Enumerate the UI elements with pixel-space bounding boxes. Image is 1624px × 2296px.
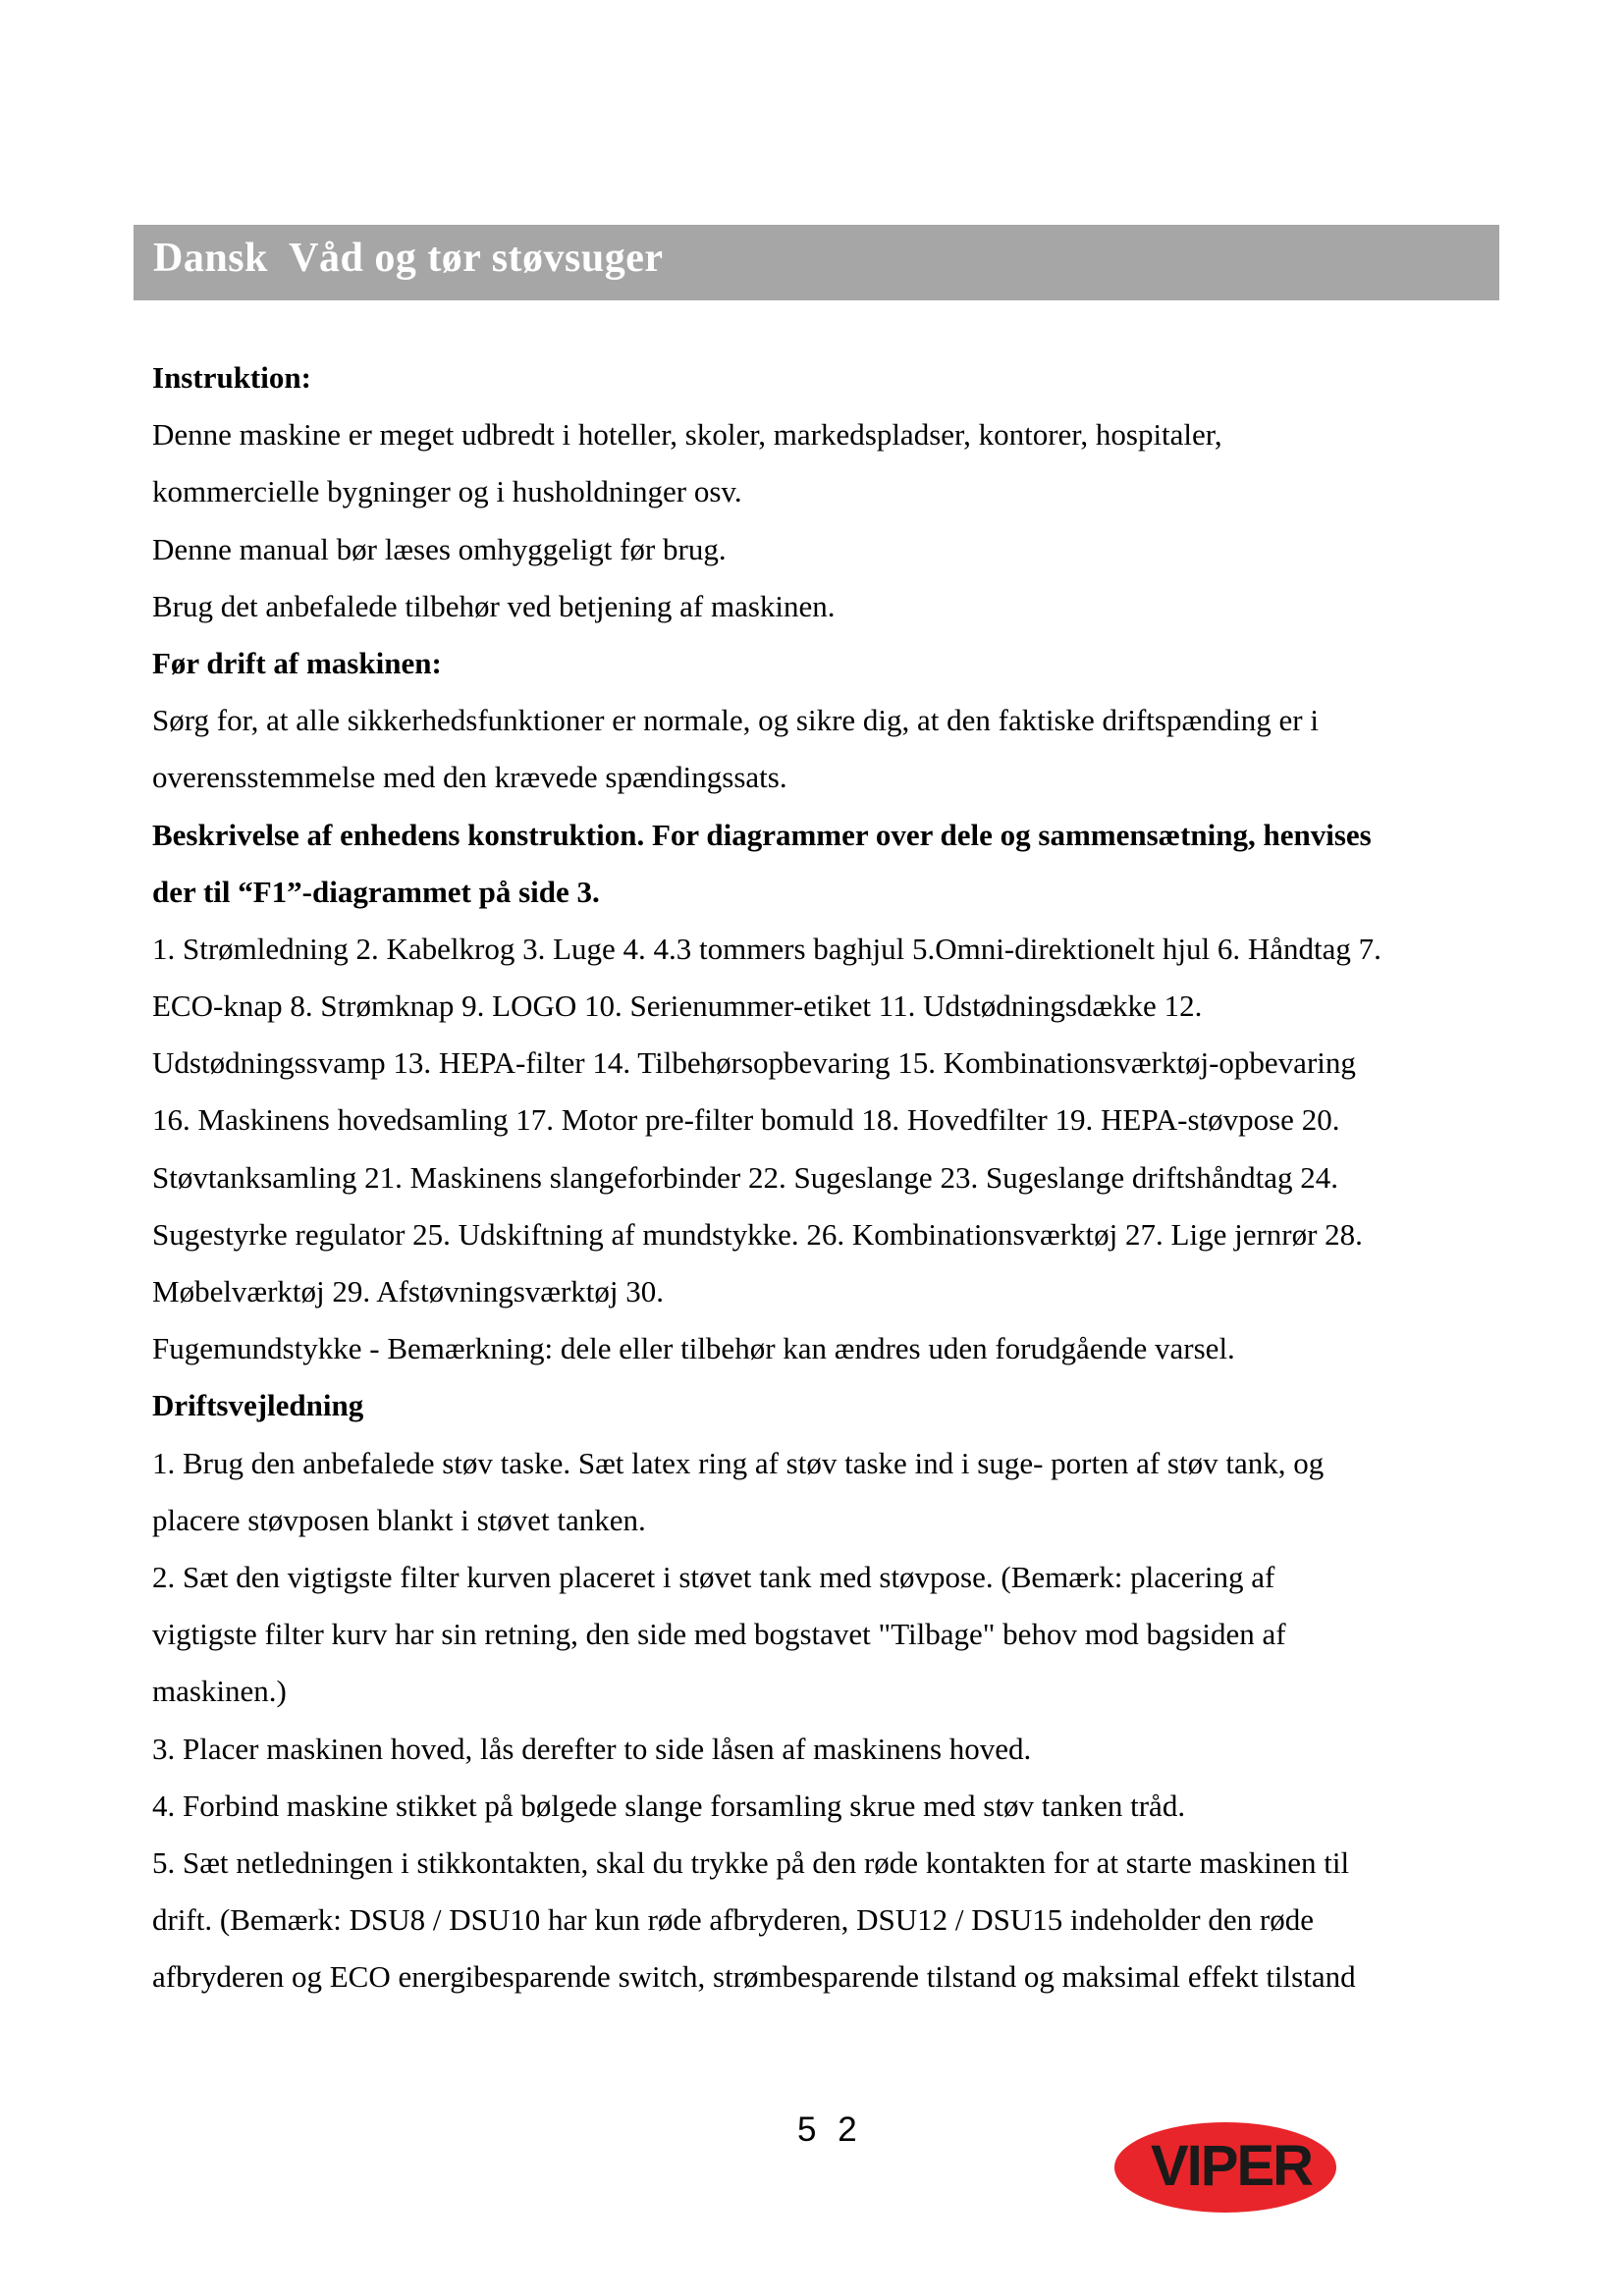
text-line: placere støvposen blankt i støvet tanken. [152, 1502, 646, 1537]
section-heading: der til “F1”-diagrammet på side 3. [152, 874, 600, 909]
text-line: maskinen.) [152, 1674, 287, 1709]
text-line: Sugestyrke regulator 25. Udskiftning af mundstykke. 26. Kombinationsværktøj 27. Lige jernrør 28. [152, 1216, 1363, 1252]
text-line: 3. Placer maskinen hoved, lås derefter to side låsen af maskinens hoved. [152, 1731, 1032, 1766]
section-heading: Driftsvejledning [152, 1388, 364, 1423]
document-body [152, 349, 1497, 2005]
text-line: ECO-knap 8. Strømknap 9. LOGO 10. Serienummer-etiket 11. Udstødningsdække 12. [152, 988, 1203, 1024]
text-line: Møbelværktøj 29. Afstøvningsværktøj 30. [152, 1274, 664, 1308]
text-line: afbryderen og ECO energibesparende switch, strømbesparende tilstand og maksimal effekt tilstand [152, 1959, 1356, 1995]
section-heading: Før drift af maskinen: [152, 645, 442, 680]
text-line: Denne maskine er meget udbredt i hoteller, skoler, markedspladser, kontorer, hospitaler, [152, 417, 1222, 453]
text-line: Sørg for, at alle sikkerhedsfunktioner er normale, og sikre dig, at den faktiske driftspænding er i [152, 703, 1319, 738]
text-line: 5. Sæt netledningen i stikkontakten, skal du trykke på den røde kontakten for at starte maskinen til [152, 1844, 1350, 1880]
section-title: Dansk Våd og tør støvsuger [153, 236, 664, 281]
text-line: kommercielle bygninger og i husholdninger osv. [152, 474, 742, 509]
text-line: 16. Maskinens hovedsamling 17. Motor pre-filter bomuld 18. Hovedfilter 19. HEPA-støvpose 20. [152, 1102, 1340, 1138]
logo-text: VIPER [1151, 2134, 1313, 2198]
text-line: Denne manual bør læses omhyggeligt før brug. [152, 531, 727, 566]
text-line: Brug det anbefalede tilbehør ved betjening af maskinen. [152, 588, 836, 623]
text-line: vigtigste filter kurv har sin retning, den side med bogstavet "Tilbage" behov mod bagsiden af [152, 1617, 1286, 1652]
viper-logo [1110, 2112, 1384, 2220]
text-line: 1. Brug den anbefalede støv taske. Sæt latex ring af støv taske ind i suge- porten af støv tank, og [152, 1445, 1325, 1480]
text-line: 4. Forbind maskine stikket på bølgede slange forsamling skrue med støv tanken tråd. [152, 1788, 1186, 1823]
section-heading: Instruktion: [152, 360, 311, 395]
section-header-bar [134, 225, 1499, 300]
text-line: Støvtanksamling 21. Maskinens slangeforbinder 22. Sugeslange 23. Sugeslange driftshåndtag 24. [152, 1159, 1338, 1195]
section-heading: Beskrivelse af enhedens konstruktion. For diagrammer over dele og sammensætning, henvises [152, 817, 1372, 852]
text-line: Udstødningssvamp 13. HEPA-filter 14. Tilbehørsopbevaring 15. Kombinationsværktøj-opbevaring [152, 1045, 1356, 1081]
text-line: 2. Sæt den vigtigste filter kurven placeret i støvet tank med støvpose. (Bemærk: placering af [152, 1559, 1275, 1594]
page-number: 5 2 [797, 2110, 863, 2149]
text-line: 1. Strømledning 2. Kabelkrog 3. Luge 4. 4.3 tommers baghjul 5.Omni-direktionelt hjul 6. Håndtag 7. [152, 931, 1381, 966]
text-line: overensstemmelse med den krævede spændingssats. [152, 760, 787, 795]
text-line: Fugemundstykke - Bemærkning: dele eller tilbehør kan ændres uden forudgående varsel. [152, 1331, 1235, 1366]
text-line: drift. (Bemærk: DSU8 / DSU10 har kun røde afbryderen, DSU12 / DSU15 indeholder den røde [152, 1902, 1314, 1938]
